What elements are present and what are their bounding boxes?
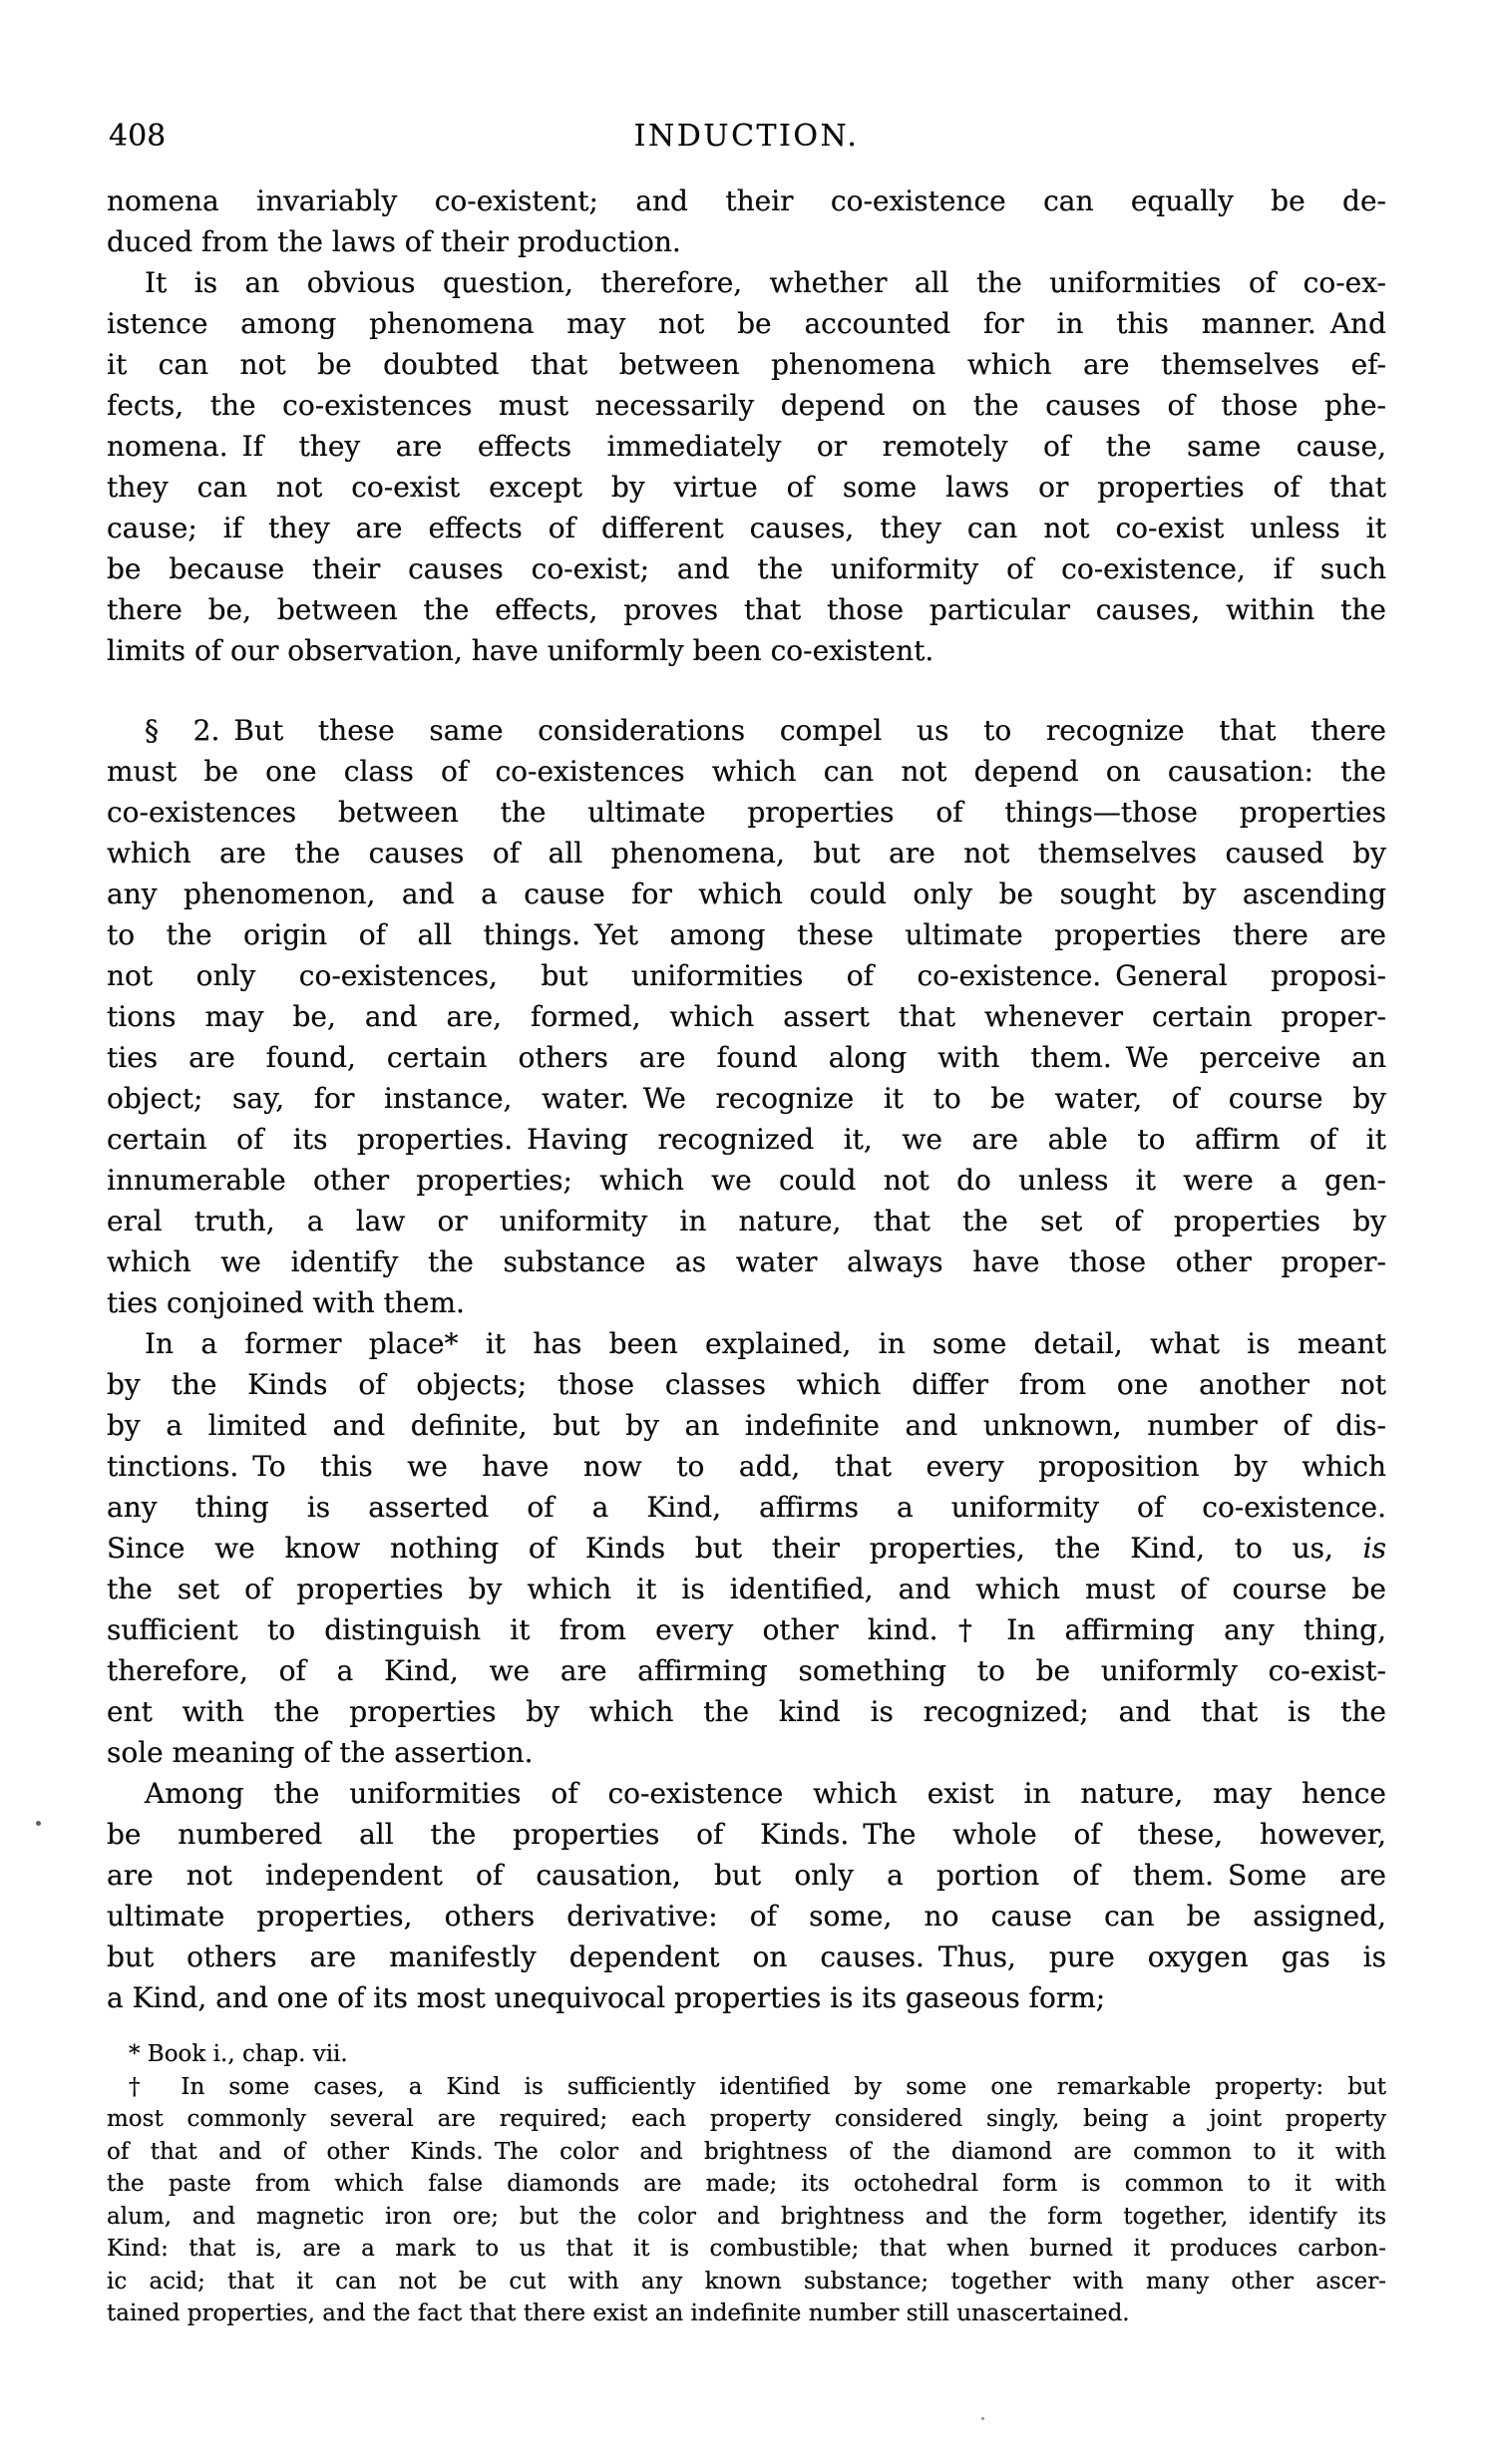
text-line: the paste from which false diamonds are made; its octohedral form is common to it with <box>107 2171 1386 2197</box>
text-line: of that and of other Kinds. The color and brightness of the diamond are common to it with <box>107 2138 1386 2165</box>
text-line: but others are manifestly dependent on causes. Thus, pure oxygen gas is <box>107 1940 1386 1973</box>
text-line: sufficient to distinguish it from every other kind.† In affirming any thing, <box>107 1613 1386 1646</box>
text-line: limits of our observation, have uniformly been co-existent. <box>107 634 934 667</box>
text-line: by a limited and definite, but by an indefinite and unknown, number of dis- <box>107 1409 1386 1442</box>
text-line: object; say, for instance, water. We recognize it to be water, of course by <box>107 1082 1386 1115</box>
text-line: alum, and magnetic iron ore; but the color and brightness and the form together, identify its <box>107 2203 1386 2230</box>
text-line: therefore, of a Kind, we are affirming something to be uniformly co-exist- <box>107 1654 1386 1687</box>
text-line: eral truth, a law or uniformity in nature, that the set of properties by <box>107 1205 1386 1237</box>
text-line: tinctions. To this we have now to add, that every proposition by which <box>107 1450 1386 1483</box>
text-line: ultimate properties, others derivative: of some, no cause can be assigned, <box>107 1900 1386 1933</box>
ink-speck <box>36 1821 41 1826</box>
text-line: ties conjoined with them. <box>107 1286 465 1319</box>
paragraph <box>107 1773 1386 2018</box>
paragraph <box>107 262 1386 671</box>
text-line: which are the causes of all phenomena, but are not themselves caused by <box>107 837 1386 870</box>
text-line: which we identify the substance as water always have those other proper- <box>107 1245 1386 1278</box>
text-line: be numbered all the properties of Kinds. The whole of these, however, <box>107 1818 1386 1851</box>
text-line: nomena. If they are effects immediately or remotely of the same cause, <box>107 430 1386 463</box>
text-line: tained properties, and the fact that there exist an indefinite number still unascertained. <box>107 2300 1130 2326</box>
text-line: must be one class of co-existences which can not depend on causation: the <box>107 755 1386 788</box>
body-text <box>107 180 1386 2018</box>
paragraph <box>107 1323 1386 1773</box>
text-line: fects, the co-existences must necessarily depend on the causes of those phe- <box>107 389 1386 422</box>
paragraph <box>107 710 1386 1323</box>
text-line: there be, between the effects, proves that those particular causes, within the <box>107 593 1386 626</box>
text-line: nomena invariably co-existent; and their co-existence can equally be de- <box>107 184 1386 217</box>
page-number: 408 <box>109 119 167 154</box>
text-line: are not independent of causation, but only a portion of them. Some are <box>107 1859 1386 1892</box>
text-line: cause; if they are effects of different causes, they can not co-exist unless it <box>107 512 1386 544</box>
page-header <box>107 118 1386 160</box>
text-line: It is an obvious question, therefore, whether all the uniformities of co-ex- <box>145 266 1386 299</box>
text-line: ties are found, certain others are found along with them. We perceive an <box>107 1041 1386 1074</box>
text-line: sole meaning of the assertion. <box>107 1736 534 1769</box>
footnotes <box>107 2038 1386 2330</box>
text-line: § 2. But these same considerations compel us to recognize that there <box>145 714 1386 747</box>
italic-text: is <box>1362 1532 1386 1565</box>
text-line: they can not co-exist except by virtue of some laws or properties of that <box>107 471 1386 504</box>
text-line: Among the uniformities of co-existence which exist in nature, may hence <box>145 1777 1386 1810</box>
text-line: In a former place* it has been explained, in some detail, what is meant <box>145 1327 1386 1360</box>
text-line: innumerable other properties; which we could not do unless it were a gen- <box>107 1164 1386 1197</box>
text-line <box>107 1528 1386 1569</box>
text-line: duced from the laws of their production. <box>107 225 681 258</box>
text-line: * Book i., chap. vii. <box>129 2041 348 2067</box>
text-line: tions may be, and are, formed, which assert that whenever certain proper- <box>107 1000 1386 1033</box>
text-line: most commonly several are required; each property considered singly, being a joint property <box>107 2106 1386 2132</box>
text-line: be because their causes co-exist; and the uniformity of co-existence, if such <box>107 552 1386 585</box>
footnote-paragraph <box>107 2038 1386 2071</box>
text-line: by the Kinds of objects; those classes which differ from one another not <box>107 1368 1386 1401</box>
text-segment: Since we know nothing of Kinds but their properties, the Kind, to us, <box>107 1532 1363 1565</box>
text-line: the set of properties by which it is identified, and which must of course be <box>107 1573 1386 1605</box>
text-line: Kind: that is, are a mark to us that it is combustible; that when burned it produces carbon- <box>107 2236 1386 2262</box>
text-line: ic acid; that it can not be cut with any known substance; together with many other ascer- <box>107 2268 1386 2294</box>
text-line: co-existences between the ultimate properties of things—those properties <box>107 796 1386 829</box>
text-line: istence among phenomena may not be accounted for in this manner. And <box>107 307 1386 340</box>
text-line: to the origin of all things. Yet among these ultimate properties there are <box>107 918 1386 951</box>
text-line: any phenomenon, and a cause for which could only be sought by ascending <box>107 878 1386 910</box>
text-line: it can not be doubted that between phenomena which are themselves ef- <box>107 348 1386 381</box>
ink-speck <box>981 2417 984 2420</box>
text-line: ent with the properties by which the kind is recognized; and that is the <box>107 1695 1386 1728</box>
running-title: INDUCTION. <box>633 119 860 154</box>
text-line: a Kind, and one of its most unequivocal properties is its gaseous form; <box>107 1981 1106 2014</box>
text-line: not only co-existences, but uniformities of co-existence. General proposi- <box>107 959 1386 992</box>
text-line: certain of its properties. Having recognized it, we are able to affirm of it <box>107 1123 1386 1156</box>
paragraph <box>107 180 1386 262</box>
text-line: any thing is asserted of a Kind, affirms a uniformity of co-existence. <box>107 1491 1386 1524</box>
text-line: † In some cases, a Kind is sufficiently identified by some one remarkable property: but <box>129 2073 1386 2100</box>
footnote-paragraph <box>107 2071 1386 2330</box>
